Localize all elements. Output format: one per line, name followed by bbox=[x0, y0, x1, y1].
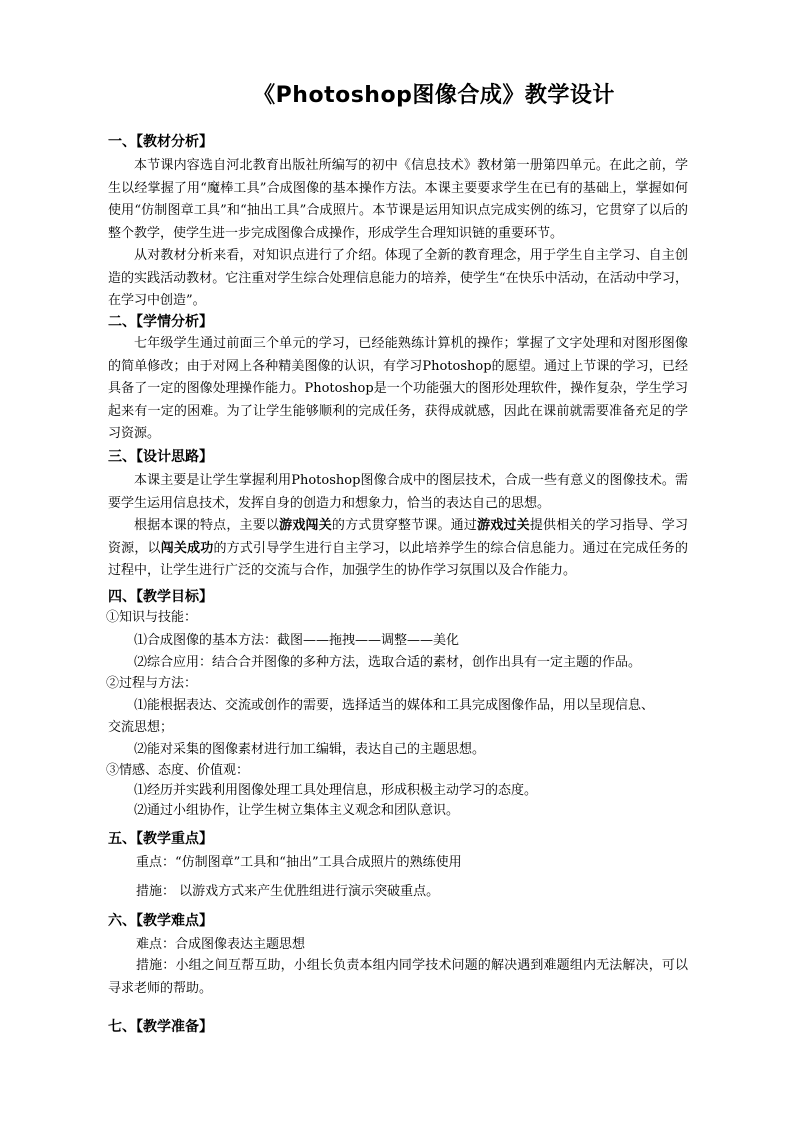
goal-item: ⑵能对采集的图像素材进行加工编辑，表达自己的主题思想。 bbox=[134, 742, 486, 757]
emphasis-text: 游戏过关 bbox=[477, 518, 530, 533]
section-heading-student-analysis: 二、【学情分析】 bbox=[108, 314, 213, 330]
goal-category: ①知识与技能： bbox=[106, 610, 198, 625]
section-heading-design-idea: 三、【设计思路】 bbox=[108, 449, 213, 465]
paragraph bbox=[108, 515, 688, 583]
paragraph: 本节课内容选自河北教育出版社所编写的初中《信息技术》教材第一册第四单元。在此之前，学生以经掌握了用“魔棒工具”合成图像的基本操作方法。本课主要要求学生在已有的基础上，掌握如何使用“仿制图章工具”和“抽出工具”合成照片。本节课是运用知识点完成实例的练习，它贯穿了以后的整个教学，使学生进一步完成图像合成操作，形成学生合理知识链的重要环节。 bbox=[108, 158, 688, 241]
goal-item: ⑵综合应用：结合合并图像的多种方法，选取合适的素材，创作出具有一定主题的作品。 bbox=[134, 655, 642, 670]
paragraph: 本课主要是让学生掌握利用Photoshop图像合成中的图层技术，合成一些有意义的图像技术。需要学生运用信息技术，发挥自身的创造力和想象力，恰当的表达自己的思想。 bbox=[108, 473, 688, 511]
text-run: 的方式引导学生进行自主学习，以此培养学生的综合信息能力。通过在完成任务的过程中，让学生进行广泛的交流与合作，加强学生的协作学习氛围以及合作能力。 bbox=[108, 540, 688, 578]
paragraph: 措施：小组之间互帮互助，小组长负责本组内同学技术问题的解决遇到难题组内无法解决，可以寻求老师的帮助。 bbox=[108, 958, 688, 996]
goal-item: ⑴合成图像的基本方法：截图——拖拽——调整——美化 bbox=[134, 633, 460, 648]
measure-text: 措施： 以游戏方式来产生优胜组进行演示突破重点。 bbox=[136, 884, 440, 899]
goal-item: ⑴能根据表达、交流或创作的需要，选择适当的媒体和工具完成图像作品，用以呈现信息、 bbox=[134, 698, 655, 713]
goal-item: ⑴经历并实践利用图像处理工具处理信息，形成积极主动学习的态度。 bbox=[134, 783, 538, 798]
goal-item-continuation: 交流思想； bbox=[108, 720, 174, 735]
text-run: 根据本课的特点，主要以 bbox=[134, 518, 280, 533]
text-run: 的方式贯穿整节课。通过 bbox=[331, 518, 478, 533]
goal-category: ③情感、态度、价值观： bbox=[106, 763, 250, 778]
section-heading-difficult-points: 六、【教学难点】 bbox=[108, 913, 213, 929]
emphasis-text: 游戏闯关 bbox=[279, 518, 332, 533]
paragraph: 七年级学生通过前面三个单元的学习，已经能熟练计算机的操作；掌握了文字处理和对图形图像的简单修改；由于对网上各种精美图像的认识，有学习Photoshop的愿望。通过上节课的学习，已经具备了一定的图像处理操作能力。Photoshop是一个功能强大的图形处理软件，操作复杂，学生学习起来有一定的困难。为了让学生能够顺利的完成任务，获得成就感，因此在课前就需要准备充足的学习资源。 bbox=[108, 336, 688, 441]
goal-item: ⑵通过小组协作，让学生树立集体主义观念和团队意识。 bbox=[134, 803, 460, 818]
emphasis-text: 闯关成功 bbox=[160, 540, 214, 556]
paragraph: 从对教材分析来看，对知识点进行了介绍。体现了全新的教育理念，用于学生自主学习、自主创造的实践活动教材。它注重对学生综合处理信息能力的培养，使学生“在快乐中活动，在活动中学习，在学习中创造”。 bbox=[108, 248, 688, 308]
document-title: 《Photoshop图像合成》教学设计 bbox=[253, 83, 615, 108]
section-heading-preparation: 七、【教学准备】 bbox=[108, 1019, 213, 1035]
goal-category: ②过程与方法： bbox=[106, 676, 198, 691]
section-heading-key-points: 五、【教学重点】 bbox=[108, 831, 213, 847]
key-point-text: 重点：“仿制图章”工具和“抽出”工具合成照片的熟练使用 bbox=[136, 855, 462, 870]
section-heading-teaching-goals: 四、【教学目标】 bbox=[108, 589, 213, 605]
text-run: 提供相关的学习指导、学习资源，以 bbox=[108, 518, 688, 556]
section-heading-textbook-analysis: 一、【教材分析】 bbox=[108, 134, 213, 150]
difficulty-text: 难点：合成图像表达主题思想 bbox=[136, 937, 306, 952]
